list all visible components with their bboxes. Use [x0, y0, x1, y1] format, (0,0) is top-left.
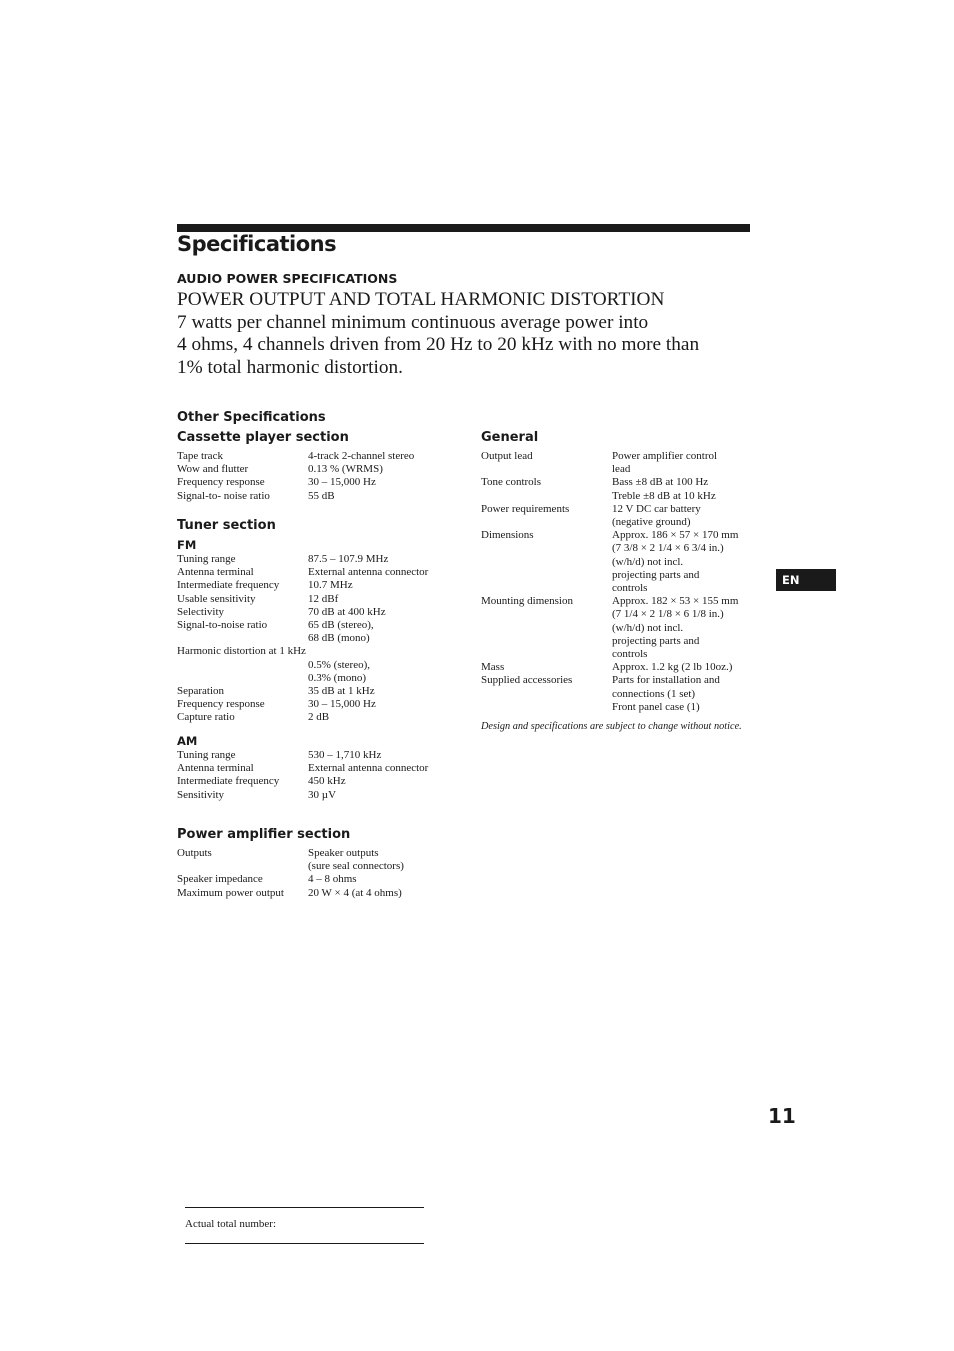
spec-label	[177, 860, 308, 873]
am-heading: AM	[177, 734, 198, 748]
spec-row	[481, 503, 738, 516]
spec-label: Frequency response	[177, 476, 265, 489]
spec-value: controls	[612, 582, 648, 595]
tuner-section-heading: Tuner section	[177, 518, 276, 533]
spec-value: 55 dB	[308, 489, 335, 502]
spec-row	[481, 582, 738, 595]
spec-value: Approx. 186 × 57 × 170 mm	[612, 529, 739, 542]
power-statement-line-3: 1% total harmonic distortion.	[177, 357, 403, 378]
fm-spec-table	[177, 553, 428, 725]
spec-row	[177, 566, 428, 579]
spec-row	[177, 749, 428, 762]
spec-row	[481, 701, 738, 714]
spec-value: lead	[612, 463, 631, 476]
spec-label	[177, 672, 308, 685]
spec-value: 20 W × 4 (at 4 ohms)	[308, 886, 402, 899]
spec-label: Frequency response	[177, 698, 265, 711]
power-amp-spec-table	[177, 847, 404, 900]
spec-label: Signal-to-noise ratio	[177, 619, 268, 632]
spec-row	[177, 619, 428, 632]
spec-value: 68 dB (mono)	[308, 632, 370, 645]
spec-value: 12 dBf	[308, 592, 339, 605]
page-number: 11	[768, 1104, 796, 1128]
spec-value: 0.3% (mono)	[308, 671, 367, 684]
cassette-section-heading: Cassette player section	[177, 430, 349, 445]
spec-label	[481, 542, 612, 555]
spec-row	[481, 490, 738, 503]
spec-row	[481, 595, 738, 608]
spec-label: Harmonic distortion at 1 kHz	[177, 645, 306, 658]
other-specs-heading: Other Specifications	[177, 410, 326, 425]
spec-label: Usable sensitivity	[177, 592, 256, 605]
spec-value: 12 V DC car battery	[612, 502, 701, 515]
spec-row	[177, 579, 428, 592]
spec-value: Power amplifier control	[612, 450, 718, 462]
spec-label: Selectivity	[177, 605, 225, 618]
spec-row	[177, 762, 428, 775]
fm-heading: FM	[177, 538, 197, 552]
spec-value: External antenna connector	[308, 566, 429, 579]
spec-label	[481, 622, 612, 635]
spec-value: controls	[612, 648, 648, 661]
spec-label: Capture ratio	[177, 711, 235, 724]
spec-value: (sure seal connectors)	[308, 860, 404, 873]
power-statement-line-2: 4 ohms, 4 channels driven from 20 Hz to 20 kHz with no more than	[177, 334, 700, 355]
spec-value: 35 dB at 1 kHz	[308, 685, 375, 698]
spec-row	[177, 476, 414, 489]
spec-value: (negative ground)	[612, 516, 691, 529]
spec-row	[177, 860, 404, 873]
spec-row	[481, 463, 738, 476]
spec-label	[481, 608, 612, 621]
spec-value: 530 – 1,710 kHz	[308, 749, 382, 761]
spec-label: Separation	[177, 685, 225, 698]
spec-label	[481, 516, 612, 529]
spec-label	[481, 490, 612, 503]
spec-label	[481, 688, 612, 701]
page-title: Specifications	[177, 232, 337, 256]
spec-row	[177, 463, 414, 476]
spec-row	[177, 775, 428, 788]
spec-label: Dimensions	[481, 529, 534, 542]
footer-label: Actual total number:	[185, 1218, 277, 1230]
spec-label: Tape track	[177, 450, 223, 462]
spec-value: (w/h/d) not incl.	[612, 621, 684, 634]
spec-row	[481, 648, 738, 661]
spec-value: Front panel case (1)	[612, 700, 700, 713]
spec-label: Supplied accessories	[481, 674, 573, 687]
spec-value: projecting parts and	[612, 634, 700, 647]
spec-row	[177, 789, 428, 802]
power-statement-line-1: 7 watts per channel minimum continuous average power into	[177, 312, 649, 333]
spec-label: Tuning range	[177, 553, 236, 565]
spec-label: Mounting dimension	[481, 595, 573, 608]
spec-value: Treble ±8 dB at 10 kHz	[612, 489, 716, 502]
spec-row	[177, 672, 428, 685]
spec-value: 30 – 15,000 Hz	[308, 698, 376, 711]
spec-value: 30 µV	[308, 788, 337, 801]
spec-value: (7 1/4 × 2 1/8 × 6 1/8 in.)	[612, 608, 724, 621]
spec-label: Intermediate frequency	[177, 579, 280, 592]
spec-label	[481, 635, 612, 648]
spec-label: Outputs	[177, 847, 212, 859]
spec-label: Antenna terminal	[177, 762, 254, 775]
spec-value: External antenna connector	[308, 762, 429, 775]
footer-rule-top	[185, 1207, 424, 1208]
spec-value: 70 dB at 400 kHz	[308, 605, 386, 618]
spec-label: Intermediate frequency	[177, 775, 280, 788]
spec-label	[481, 648, 612, 661]
spec-label: Wow and flutter	[177, 463, 249, 476]
spec-label: Tuning range	[177, 749, 236, 761]
spec-row	[481, 556, 738, 569]
spec-value: 10.7 MHz	[308, 579, 353, 592]
spec-row	[177, 450, 414, 463]
spec-row	[481, 674, 738, 687]
spec-value: 4-track 2-channel stereo	[308, 450, 415, 462]
spec-value: connections (1 set)	[612, 687, 696, 700]
spec-row	[177, 606, 428, 619]
spec-value: Approx. 1.2 kg (2 lb 10oz.)	[612, 661, 733, 674]
spec-row	[177, 645, 428, 658]
spec-row	[481, 529, 738, 542]
power-amp-section-heading: Power amplifier section	[177, 827, 351, 842]
spec-row	[177, 698, 428, 711]
spec-label: Speaker impedance	[177, 873, 263, 886]
spec-value: projecting parts and	[612, 568, 700, 581]
spec-label	[481, 569, 612, 582]
spec-row	[177, 659, 428, 672]
power-output-heading: POWER OUTPUT AND TOTAL HARMONIC DISTORTION	[177, 289, 665, 310]
spec-row	[481, 569, 738, 582]
spec-row	[177, 632, 428, 645]
spec-row	[177, 847, 404, 860]
spec-row	[177, 711, 428, 724]
spec-label	[481, 463, 612, 476]
title-rule	[177, 224, 750, 232]
cassette-spec-table	[177, 450, 414, 503]
spec-value: 0.13 % (WRMS)	[308, 463, 383, 476]
spec-label: Tone controls	[481, 476, 542, 489]
spec-value: 2 dB	[308, 711, 330, 724]
spec-value: Approx. 182 × 53 × 155 mm	[612, 595, 739, 608]
spec-value: 0.5% (stereo),	[308, 658, 371, 671]
spec-value: Speaker outputs	[308, 847, 379, 859]
spec-label: Power requirements	[481, 502, 570, 515]
spec-value: 30 – 15,000 Hz	[308, 476, 376, 489]
spec-row	[177, 685, 428, 698]
spec-label: Signal-to- noise ratio	[177, 489, 270, 502]
spec-value: 87.5 – 107.9 MHz	[308, 553, 389, 565]
change-notice: Design and specifications are subject to change without notice.	[481, 721, 742, 732]
spec-value: 65 dB (stereo),	[308, 619, 374, 632]
audio-power-label: AUDIO POWER SPECIFICATIONS	[177, 271, 398, 286]
spec-label: Sensitivity	[177, 788, 225, 801]
spec-label	[177, 659, 308, 672]
spec-label: Antenna terminal	[177, 566, 254, 579]
spec-value: 4 – 8 ohms	[308, 873, 357, 886]
spec-row	[481, 450, 738, 463]
footer-rule-bottom	[185, 1243, 424, 1244]
spec-row	[177, 593, 428, 606]
spec-row	[481, 476, 738, 489]
spec-value: Parts for installation and	[612, 674, 720, 687]
spec-row	[177, 887, 404, 900]
spec-value: (7 3/8 × 2 1/4 × 6 3/4 in.)	[612, 542, 724, 555]
spec-row	[177, 490, 414, 503]
spec-label	[481, 582, 612, 595]
spec-row	[481, 516, 738, 529]
spec-value: 450 kHz	[308, 775, 346, 788]
spec-row	[481, 608, 738, 621]
language-tab: EN	[776, 569, 836, 591]
spec-row	[177, 553, 428, 566]
general-section-heading: General	[481, 430, 539, 445]
spec-value: Bass ±8 dB at 100 Hz	[612, 476, 709, 489]
spec-label: Maximum power output	[177, 886, 284, 899]
spec-row	[481, 635, 738, 648]
spec-label	[481, 701, 612, 714]
am-spec-table	[177, 749, 428, 802]
general-spec-table	[481, 450, 738, 714]
spec-value: (w/h/d) not incl.	[612, 555, 684, 568]
spec-row	[481, 542, 738, 555]
spec-label	[177, 632, 308, 645]
spec-label: Output lead	[481, 450, 533, 462]
spec-row	[481, 661, 738, 674]
spec-label	[481, 556, 612, 569]
spec-label: Mass	[481, 661, 505, 674]
spec-row	[481, 622, 738, 635]
spec-row	[481, 688, 738, 701]
spec-row	[177, 873, 404, 886]
